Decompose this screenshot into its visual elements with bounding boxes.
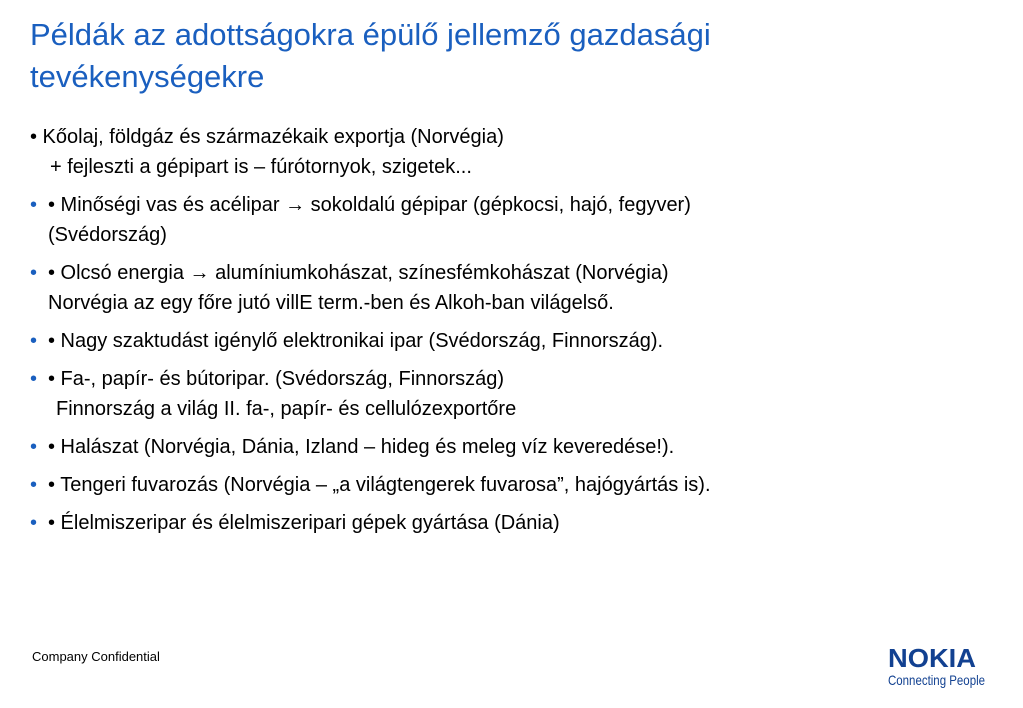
list-item: [30, 470, 990, 500]
list-item-text: • Olcsó energia → alumíniumkohászat, színesfémkohászat (Norvégia): [48, 262, 669, 284]
bullet-marker: •: [30, 474, 38, 496]
bullet-marker: •: [30, 194, 38, 216]
slide-title: [30, 14, 990, 98]
list-item-text-continued: (Svédország): [48, 224, 167, 246]
list-item: [30, 326, 990, 356]
list-item-text: • Nagy szaktudást igénylő elektronikai ipar (Svédország, Finnország).: [48, 330, 664, 352]
bullet-marker: •: [30, 262, 38, 284]
bullet-marker: •: [30, 368, 38, 390]
list-item-text: • Tengeri fuvarozás (Norvégia – „a világtengerek fuvarosa”, hajógyártás is).: [48, 474, 711, 496]
bullet-marker: •: [30, 512, 38, 534]
list-item: [30, 122, 990, 182]
list-item: [30, 508, 990, 538]
logo-tagline: Connecting People: [888, 672, 986, 688]
nokia-logo: [888, 645, 1006, 689]
logo-wordmark: NOKIA: [888, 643, 976, 673]
list-item-text-continued: Norvégia az egy főre jutó villE term.-ben és Alkoh-ban világelső.: [48, 292, 614, 314]
company-confidential-label: Company Confidential: [32, 649, 160, 664]
bullet-marker: •: [30, 330, 38, 352]
bullet-marker: •: [30, 436, 38, 458]
list-item: [30, 364, 990, 424]
list-item-text-continued: Finnország a világ II. fa-, papír- és cellulózexportőre: [56, 398, 517, 420]
bullet-list: [30, 122, 990, 546]
list-item-text: • Kőolaj, földgáz és származékaik exportja (Norvégia): [30, 126, 504, 148]
list-item-text: • Minőségi vas és acélipar → sokoldalú gépipar (gépkocsi, hajó, fegyver): [48, 194, 691, 216]
list-item-text-continued: + fejleszti a gépipart is – fúrótornyok, szigetek...: [50, 156, 472, 178]
slide-title-line-1: Példák az adottságokra épülő jellemző gazdasági: [30, 17, 711, 52]
list-item: [30, 258, 990, 318]
slide-title-line-2: tevékenységekre: [30, 59, 265, 94]
list-item-text: • Élelmiszeripar és élelmiszeripari gépek gyártása (Dánia): [48, 512, 560, 534]
list-item-text: • Fa-, papír- és bútoripar. (Svédország, Finnország): [48, 368, 505, 390]
list-item-text: • Halászat (Norvégia, Dánia, Izland – hideg és meleg víz keveredése!).: [48, 436, 675, 458]
list-item: [30, 190, 990, 250]
list-item: [30, 432, 990, 462]
